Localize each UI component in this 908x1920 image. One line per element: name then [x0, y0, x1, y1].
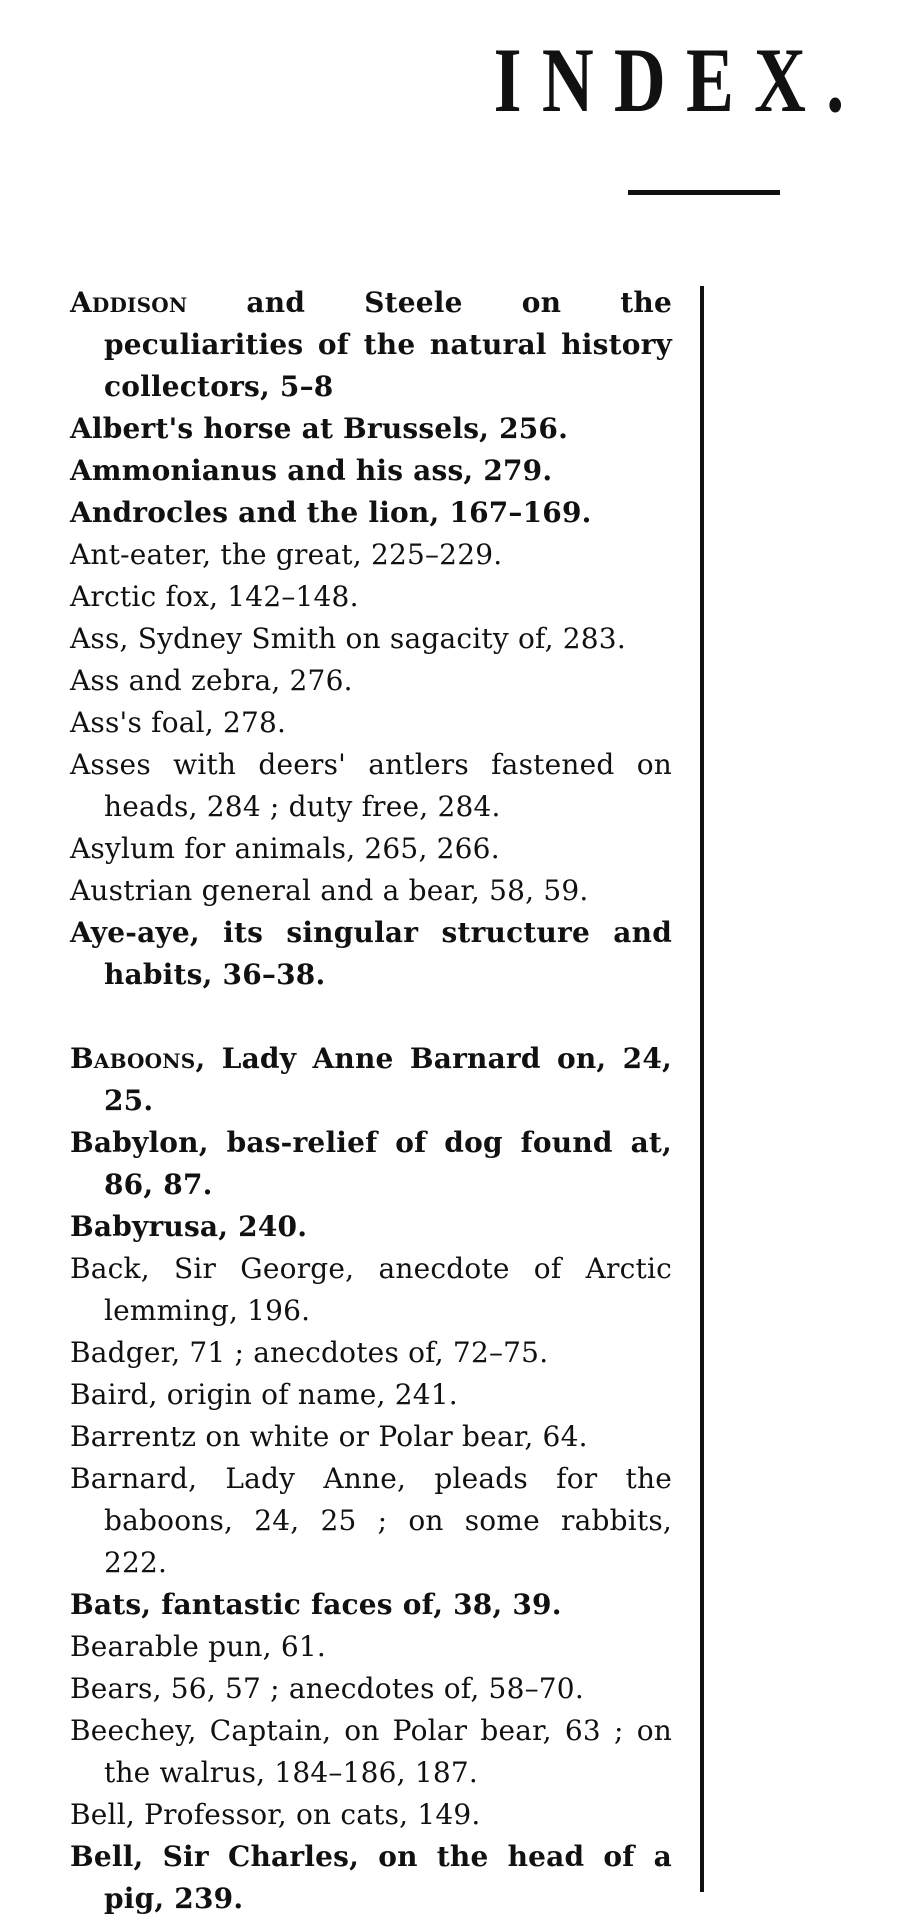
index-entry: Albert's horse at Brussels, 256. [70, 412, 569, 445]
column-rule [700, 286, 704, 1892]
index-entry: Ass's foal, 278. [70, 706, 287, 739]
entry-rest: and Steele on the peculiarities of the natural history collectors, 5–8 [104, 286, 672, 403]
index-entry: Barnard, Lady Anne, pleads for the baboons, 24, 25 ; on some rabbits, 222. [70, 1462, 672, 1579]
index-entry: Ass and zebra, 276. [70, 664, 353, 697]
index-entry: Bell, Sir Charles, on the head of a pig, 239. [70, 1840, 672, 1915]
index-entry: Arctic fox, 142–148. [70, 580, 359, 613]
index-entry: Bearable pun, 61. [70, 1630, 326, 1663]
index-entry: Austrian general and a bear, 58, 59. [70, 874, 589, 907]
entry-rest: , Lady Anne Barnard on, 24, 25. [104, 1042, 672, 1117]
page-title: INDEX. [493, 29, 864, 131]
index-entry: Ass, Sydney Smith on sagacity of, 283. [70, 622, 626, 655]
index-entry: Bats, fantastic faces of, 38, 39. [70, 1588, 562, 1621]
index-entry [70, 1038, 672, 1122]
index-entry: Barrentz on white or Polar bear, 64. [70, 1420, 588, 1453]
index-entry: Beechey, Captain, on Polar bear, 63 ; on the walrus, 184–186, 187. [70, 1714, 672, 1789]
index-entry: Asylum for animals, 265, 266. [70, 832, 500, 865]
entry-lead: Baboons [70, 1042, 196, 1075]
index-entry: Babylon, bas-relief of dog found at, 86, 87. [70, 1126, 672, 1201]
index-entry: Aye-aye, its singular structure and habits, 36–38. [70, 916, 672, 991]
index-entry: Babyrusa, 240. [70, 1210, 308, 1243]
index-entry: Bears, 56, 57 ; anecdotes of, 58–70. [70, 1672, 584, 1705]
index-column [70, 282, 672, 1920]
index-entry: Ant-eater, the great, 225–229. [70, 538, 503, 571]
index-entry: Badger, 71 ; anecdotes of, 72–75. [70, 1336, 549, 1369]
index-entry: Bell, Professor, on cats, 149. [70, 1798, 481, 1831]
title-rule [628, 190, 780, 195]
index-entry: Androcles and the lion, 167–169. [70, 496, 592, 529]
index-entry: Back, Sir George, anecdote of Arctic lemming, 196. [70, 1252, 672, 1327]
entry-lead: Addison [70, 286, 188, 319]
index-entry: Baird, origin of name, 241. [70, 1378, 458, 1411]
section-a [70, 282, 672, 996]
section-b [70, 1038, 672, 1920]
index-entry: Ammonianus and his ass, 279. [70, 454, 553, 487]
index-entry [70, 282, 672, 408]
index-entry: Asses with deers' antlers fastened on heads, 284 ; duty free, 284. [70, 748, 672, 823]
